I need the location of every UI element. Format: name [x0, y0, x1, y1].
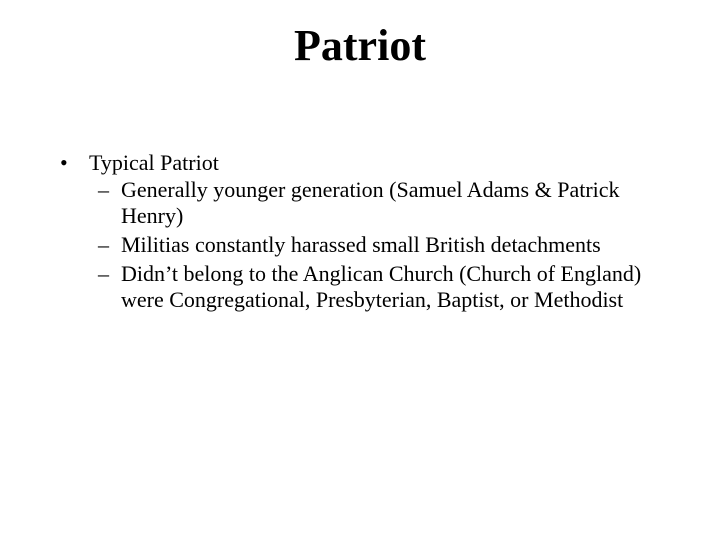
bullet-text: Typical Patriot: [89, 150, 219, 175]
slide-content: [56, 150, 696, 316]
sub-bullet-anglican-church: [56, 261, 681, 313]
sub-bullet-younger-generation: [56, 177, 681, 229]
sub-bullet-marker: –: [98, 232, 109, 257]
sub-bullet-text: Militias constantly harassed small British detachments: [121, 232, 601, 257]
sub-bullet-list: [56, 177, 696, 313]
bullet-typical-patriot: [56, 150, 696, 176]
sub-bullet-militias: [56, 232, 681, 258]
sub-bullet-marker: –: [98, 261, 109, 286]
sub-bullet-marker: –: [98, 177, 109, 202]
bullet-marker: •: [60, 150, 68, 175]
slide-title: Patriot: [294, 21, 426, 70]
sub-bullet-text: Didn’t belong to the Anglican Church (Church of England) were Congregational, Presbyterian, Baptist, or Methodist: [121, 261, 642, 312]
sub-bullet-text: Generally younger generation (Samuel Adams & Patrick Henry): [121, 177, 620, 228]
